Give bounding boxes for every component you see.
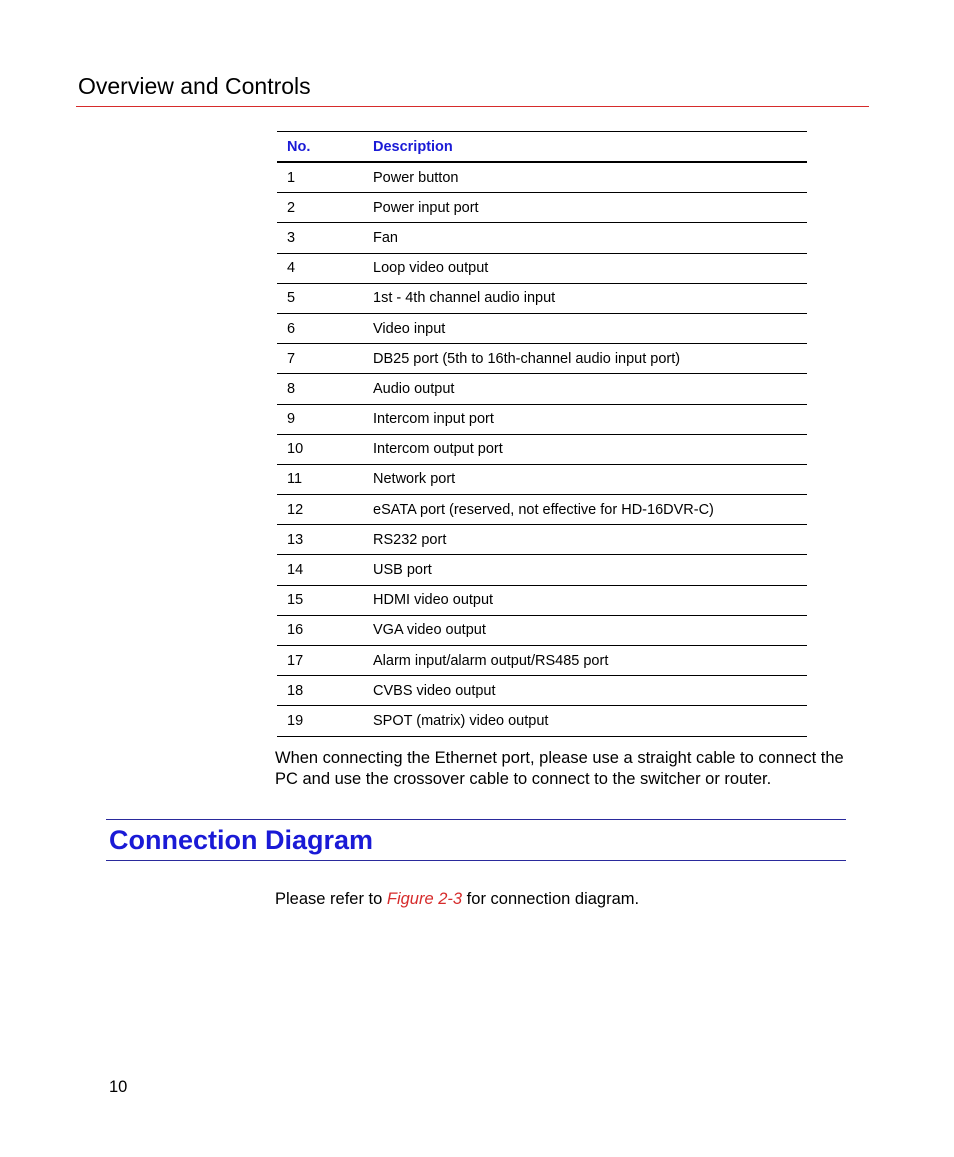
table-row	[277, 585, 807, 615]
refer-text-before: Please refer to	[275, 890, 387, 908]
row-description-cell: Intercom input port	[373, 411, 494, 428]
description-table	[277, 131, 807, 737]
table-body	[277, 162, 807, 736]
column-header-no: No.	[287, 138, 311, 155]
row-number-cell: 2	[287, 199, 296, 216]
ethernet-note: When connecting the Ethernet port, please use a straight cable to connect the PC and use the crossover cable to connect to the switcher or router.	[275, 749, 844, 788]
table-header-row	[277, 132, 807, 163]
table-row	[277, 162, 807, 193]
row-description-cell: eSATA port (reserved, not effective for HD-16DVR-C)	[373, 501, 714, 518]
table-row	[277, 374, 807, 404]
table-row	[277, 313, 807, 343]
section-title: Connection Diagram	[109, 825, 374, 855]
column-header-description: Description	[373, 138, 453, 155]
table-row	[277, 525, 807, 555]
row-description-cell: VGA video output	[373, 622, 486, 639]
row-number-cell: 17	[287, 652, 304, 669]
table-row	[277, 676, 807, 706]
figure-link[interactable]: Figure 2-3	[386, 890, 463, 908]
row-description-cell: Alarm input/alarm output/RS485 port	[373, 652, 609, 669]
row-number-cell: 16	[287, 622, 304, 639]
row-number-cell: 18	[287, 682, 304, 699]
table-row	[277, 344, 807, 374]
row-description-cell: Loop video output	[373, 260, 489, 277]
row-number-cell: 10	[287, 441, 304, 458]
row-number-cell: 8	[287, 380, 296, 397]
row-description-cell: Intercom output port	[373, 441, 503, 458]
row-description-cell: CVBS video output	[373, 682, 496, 699]
table-row	[277, 495, 807, 525]
row-number-cell: 12	[287, 501, 304, 518]
row-number-cell: 14	[287, 562, 304, 579]
row-number-cell: 13	[287, 531, 304, 548]
row-number-cell: 3	[287, 229, 296, 246]
row-number-cell: 7	[287, 350, 296, 367]
row-description-cell: Power input port	[373, 199, 479, 216]
row-number-cell: 11	[287, 471, 303, 488]
table-row	[277, 464, 807, 494]
table-row	[277, 555, 807, 585]
row-description-cell: Fan	[373, 229, 398, 246]
row-number-cell: 6	[287, 320, 296, 337]
refer-text-after: for connection diagram.	[462, 890, 640, 908]
row-description-cell: Video input	[373, 320, 446, 337]
row-description-cell: Network port	[373, 471, 456, 488]
row-number-cell: 15	[287, 592, 304, 609]
row-number-cell: 5	[287, 290, 296, 307]
row-description-cell: HDMI video output	[373, 592, 494, 609]
row-number-cell: 1	[287, 169, 296, 186]
row-description-cell: Power button	[373, 169, 459, 186]
table-row	[277, 283, 807, 313]
row-number-cell: 9	[287, 411, 296, 428]
page-number: 10	[109, 1078, 128, 1096]
row-number-cell: 4	[287, 260, 296, 277]
row-description-cell: DB25 port (5th to 16th-channel audio input port)	[373, 350, 681, 367]
row-number-cell: 19	[287, 712, 304, 729]
table-row	[277, 193, 807, 223]
row-description-cell: 1st - 4th channel audio input	[373, 290, 556, 307]
table-row	[277, 434, 807, 464]
table-row	[277, 404, 807, 434]
header-divider	[76, 106, 869, 107]
row-description-cell: Audio output	[373, 380, 455, 397]
table-row	[277, 223, 807, 253]
table-row	[277, 706, 807, 736]
row-description-cell: RS232 port	[373, 531, 447, 548]
page-header-title: Overview and Controls	[78, 73, 311, 99]
figure-reference-text	[275, 889, 639, 909]
row-description-cell: SPOT (matrix) video output	[373, 712, 549, 729]
description-table-container	[277, 131, 807, 737]
section-heading-box	[106, 819, 846, 861]
table-row	[277, 253, 807, 283]
table-row	[277, 615, 807, 645]
table-row	[277, 646, 807, 676]
row-description-cell: USB port	[373, 562, 432, 579]
